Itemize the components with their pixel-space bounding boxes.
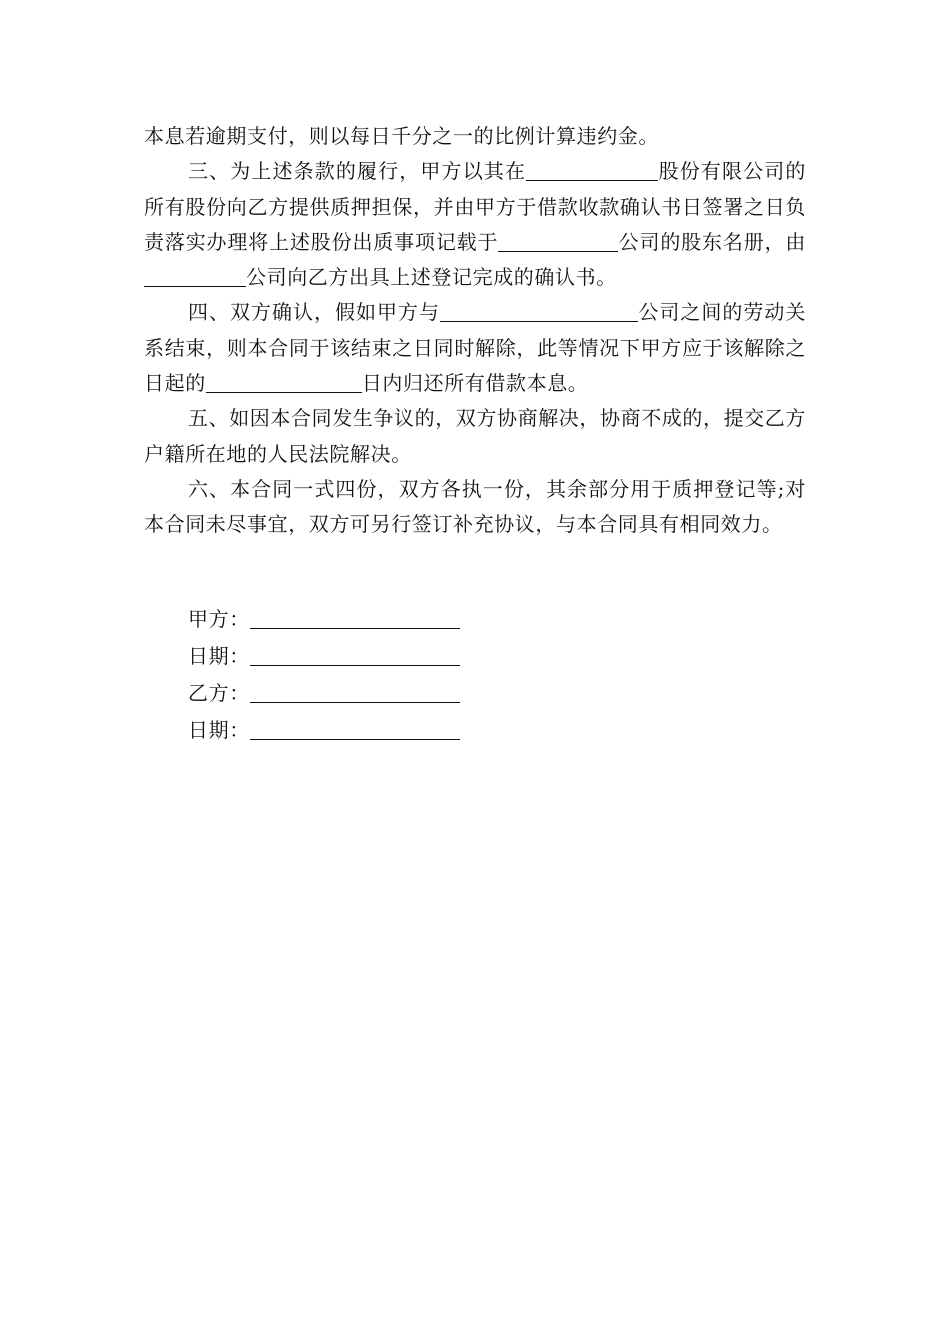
paragraph-text: 公司之间的劳动关系结束，则本合同于该结束之日同时解除，此等情况下甲方应于该解除之日起的 [144, 300, 806, 396]
paragraph-text: 本息若逾期支付，则以每日千分之一的比例计算违约金。 [144, 124, 659, 148]
paragraph-text: 三、为上述条款的履行，甲方以其在 [188, 159, 527, 184]
days-blank[interactable] [206, 372, 362, 393]
signature-label: 甲方： [188, 607, 250, 631]
signature-date-a [188, 638, 460, 675]
paragraph-text: 六、本合同一式四份，双方各执一份，其余部分用于质押登记等;对本合同未尽事宜，双方可另行签订补充协议，与本合同具有相同效力。 [144, 476, 806, 537]
employer-company-blank[interactable] [440, 301, 638, 322]
signature-date-b [188, 712, 460, 749]
paragraph-text: 公司的股东名册，由 [618, 229, 807, 254]
paragraph-text: 股份有限公司的所有股份向乙方提供质押担保，并由甲方于借款收款确认书日签署之日负责落实办理将上述股份出质事项记载于 [144, 159, 806, 254]
signature-party-a [188, 601, 460, 638]
contract-body [144, 119, 806, 543]
paragraph-interest-penalty [144, 119, 806, 154]
register-company-blank[interactable] [498, 231, 618, 252]
party-a-signature-blank[interactable] [250, 608, 460, 629]
signature-party-b [188, 675, 460, 712]
company-name-blank[interactable] [526, 160, 658, 181]
signature-label: 日期： [188, 644, 250, 668]
paragraph-text: 日内归还所有借款本息。 [361, 371, 589, 396]
signature-label: 日期： [188, 718, 250, 742]
party-b-signature-blank[interactable] [250, 682, 460, 703]
signature-section [188, 601, 460, 749]
issuer-company-blank[interactable] [144, 266, 246, 287]
paragraph-pledge-guarantee [144, 154, 806, 295]
paragraph-text: 四、双方确认，假如甲方与 [188, 300, 440, 325]
signature-label: 乙方： [188, 681, 250, 705]
date-a-blank[interactable] [250, 645, 460, 666]
paragraph-copies [144, 472, 806, 543]
paragraph-labor-relation [144, 295, 806, 401]
date-b-blank[interactable] [250, 719, 460, 740]
paragraph-text: 公司向乙方出具上述登记完成的确认书。 [246, 265, 617, 290]
paragraph-text: 五、如因本合同发生争议的，双方协商解决，协商不成的，提交乙方户籍所在地的人民法院解决。 [144, 406, 806, 466]
paragraph-dispute [144, 401, 806, 472]
